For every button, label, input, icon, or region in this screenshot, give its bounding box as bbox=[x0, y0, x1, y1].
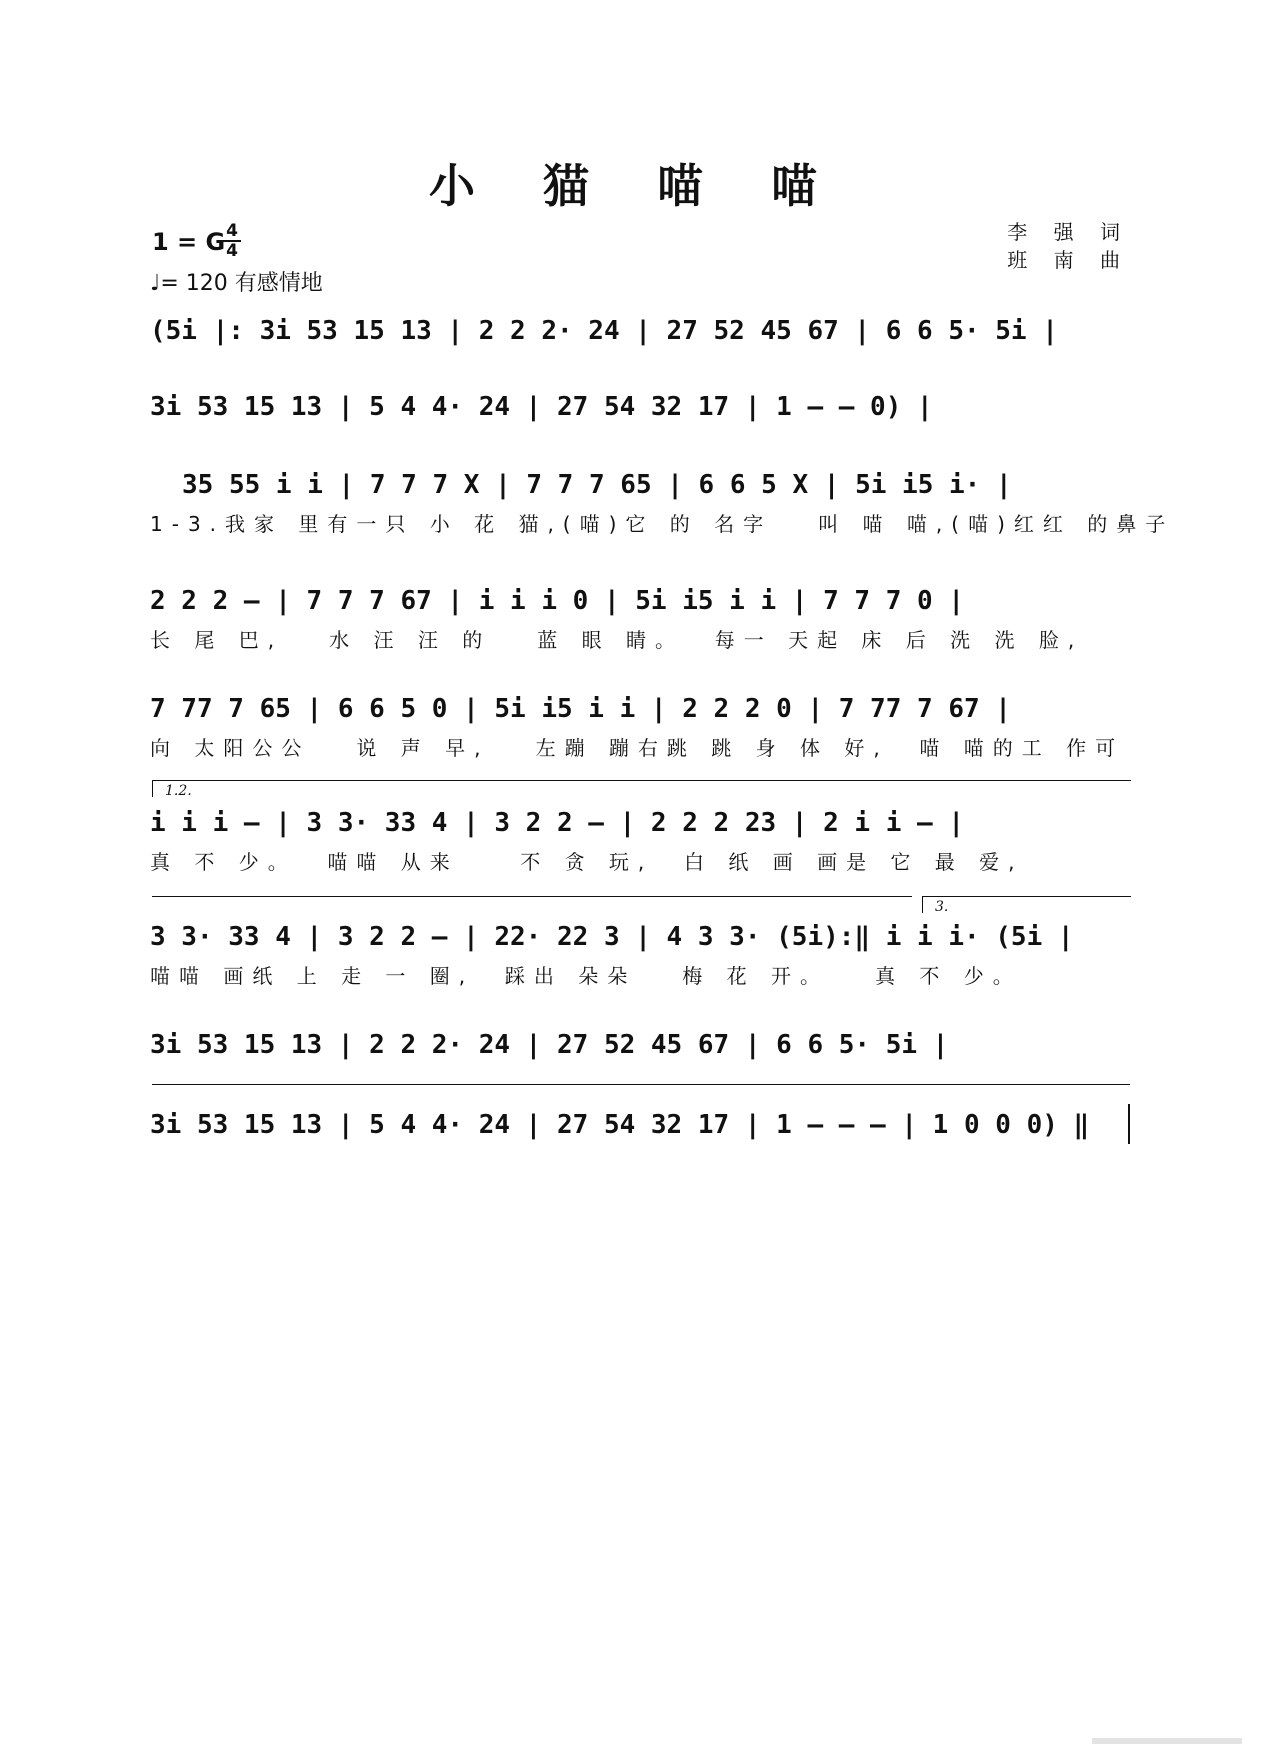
tempo-marking: ♩= 120 有感情地 bbox=[150, 271, 323, 296]
score-system-4 bbox=[150, 586, 1130, 616]
notation-line: 3i 53 15 13 | 2 2 2· 24 | 27 52 45 67 | 6 6 5· 5i | bbox=[150, 1030, 949, 1060]
notation-line: i i i – | 3 3· 33 4 | 3 2 2 – | 2 2 2 23 | 2 i i – | bbox=[150, 808, 964, 838]
score-system-7 bbox=[150, 922, 1130, 952]
score-system-8 bbox=[150, 1030, 1130, 1060]
score-system-2 bbox=[150, 392, 1130, 422]
volta-label: 1.2. bbox=[165, 783, 192, 799]
page-title: 小 猫 喵 喵 bbox=[428, 159, 844, 213]
score-system-6 bbox=[150, 808, 1130, 838]
lyric-line-4: 长 尾 巴, 水 汪 汪 的 蓝 眼 睛。 每一 天起 床 后 洗 洗 脸, bbox=[150, 628, 1084, 652]
lyric-line-7: 喵喵 画纸 上 走 一 圈, 踩出 朵朵 梅 花 开。 真 不 少。 bbox=[150, 964, 1022, 988]
time-signature bbox=[222, 222, 242, 260]
score-system-1 bbox=[150, 316, 1130, 346]
score-system-9 bbox=[150, 1110, 1130, 1140]
score-system-5 bbox=[150, 694, 1130, 724]
lyric-line-3: 1-3.我家 里有一只 小 花 猫,(喵)它 的 名字 叫 喵 喵,(喵)红红 的鼻子 bbox=[150, 512, 1175, 536]
lyric-line-6: 真 不 少。 喵喵 从来 不 贪 玩, 白 纸 画 画是 它 最 爱, bbox=[150, 850, 1024, 874]
final-barline bbox=[1128, 1104, 1130, 1144]
notation-line: 3i 53 15 13 | 5 4 4· 24 | 27 54 32 17 | 1 – – – | 1 0 0 0) ‖ bbox=[150, 1110, 1090, 1140]
notation-line: 7 77 7 65 | 6 6 5 0 | 5i i5 i i | 2 2 2 0 | 7 77 7 67 | bbox=[150, 694, 1011, 724]
notation-line: 3 3· 33 4 | 3 2 2 – | 22· 22 3 | 4 3 3· (5i):‖ i i i· (5i | bbox=[150, 922, 1074, 952]
volta-bracket-third bbox=[922, 896, 1131, 913]
notation-line: 2 2 2 – | 7 7 7 67 | i i i 0 | 5i i5 i i | 7 7 7 0 | bbox=[150, 586, 964, 616]
composer-credit: 班 南 曲 bbox=[1007, 248, 1130, 272]
system-rule bbox=[152, 1084, 1130, 1085]
lyric-line-5: 向 太阳公公 说 声 早, 左蹦 蹦右跳 跳 身 体 好, 喵 喵的工 作可 bbox=[150, 736, 1125, 760]
notation-line: (5i |: 3i 53 15 13 | 2 2 2· 24 | 27 52 45 67 | 6 6 5· 5i | bbox=[150, 316, 1058, 346]
volta-label: 3. bbox=[935, 899, 949, 915]
watermark-strip bbox=[1092, 1738, 1242, 1744]
key-signature: 1 = G bbox=[152, 228, 226, 256]
volta-bracket-continue bbox=[152, 896, 912, 897]
lyricist-credit: 李 强 词 bbox=[1007, 220, 1130, 244]
score-system-3 bbox=[182, 470, 1130, 500]
volta-bracket-first bbox=[152, 780, 1131, 797]
time-signature-top: 4 bbox=[226, 221, 238, 241]
notation-line: 35 55 i i | 7 7 7 X | 7 7 7 65 | 6 6 5 X | 5i i5 i· | bbox=[182, 470, 1012, 500]
time-signature-bottom: 4 bbox=[226, 241, 238, 261]
notation-line: 3i 53 15 13 | 5 4 4· 24 | 27 54 32 17 | 1 – – 0) | bbox=[150, 392, 933, 422]
